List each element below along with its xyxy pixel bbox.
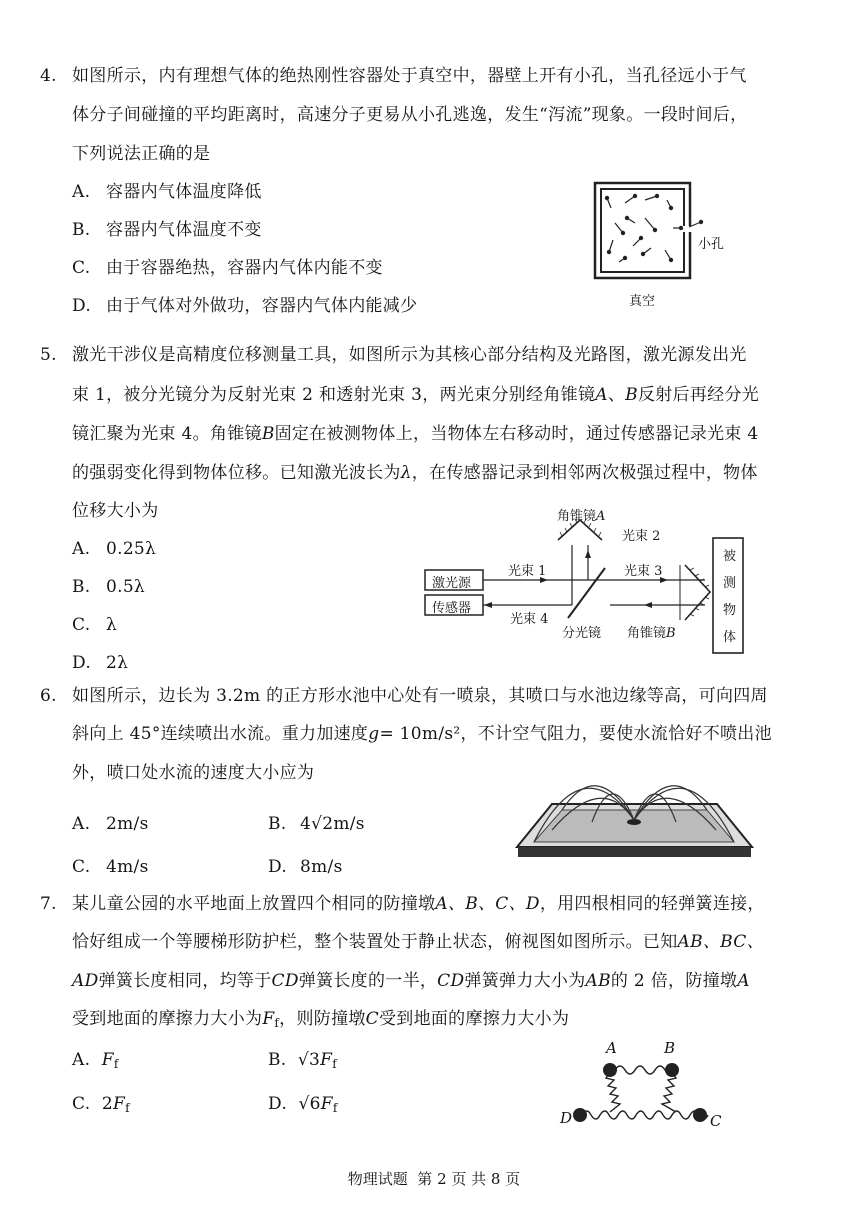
pool-front-edge xyxy=(518,847,751,857)
q5-splitter-label: 分光镜 xyxy=(562,626,602,641)
q4-stem-line1: 如图所示，内有理想气体的绝热刚性容器处于真空中，器壁上开有小孔，当孔径远小于气 xyxy=(72,66,747,86)
bumper-d xyxy=(573,1108,587,1122)
q7-number: 7. xyxy=(40,894,57,914)
spring-dc xyxy=(582,1111,708,1119)
q5-laser-label: 激光源 xyxy=(432,576,472,591)
beam2-arrow xyxy=(585,550,591,558)
q4-option-a-key: A. xyxy=(72,182,91,202)
beam4-arrow xyxy=(484,602,492,608)
q6-option-d-key: D. xyxy=(268,857,288,877)
q6-option-a-text: 2m/s xyxy=(106,814,149,834)
q6-number: 6. xyxy=(40,686,57,706)
q5-line4-part2: ，在传感器记录到相邻两次极强过程中，物体 xyxy=(411,463,758,483)
q4-stem-line3: 下列说法正确的是 xyxy=(72,144,211,164)
q5-option-c-text: λ xyxy=(106,615,118,635)
q5-option-a-text: 0.25λ xyxy=(106,539,157,559)
q5-line2-sep: 、 xyxy=(607,385,626,405)
bumper-c xyxy=(693,1108,707,1122)
pool-water xyxy=(534,810,734,842)
q6-g: g xyxy=(368,724,380,744)
q5-option-d-key: D. xyxy=(72,653,92,673)
q7-option-d: D. $√6F_f$ xyxy=(268,1094,338,1115)
q6-option-d-text: 8m/s xyxy=(300,857,343,877)
q4-vacuum-label: 真空 xyxy=(629,294,656,309)
q7-abcd: A、B、C、D xyxy=(435,894,540,914)
q5-stem-line4 xyxy=(72,462,758,484)
q5-line2-part2: 反射后再经分光 xyxy=(637,385,760,405)
q6-line2-part1: 斜向上 45°连续喷出水流。重力加速度 xyxy=(72,724,369,744)
q6-stem-line2 xyxy=(72,723,772,745)
q4-option-d-key: D. xyxy=(72,296,92,316)
q5-line3-part1: 镜汇聚为光束 4。角锥镜 xyxy=(72,424,262,444)
q5-sensor-label: 传感器 xyxy=(432,601,472,616)
q5-lambda: λ xyxy=(400,463,412,483)
q5-letter-b: B xyxy=(625,385,638,405)
q5-mirror-a-label: 角锥镜A xyxy=(557,509,606,524)
q6-line2-part2: = 10m/s²，不计空气阻力，要使水流恰好不喷出池 xyxy=(379,724,772,744)
q5-beam1-label: 光束 1 xyxy=(508,564,547,579)
q5-line3-part2: 固定在被测物体上，当物体左右移动时，通过传感器记录光束 4 xyxy=(274,424,759,444)
q4-stem-line2: 体分子间碰撞的平均距离时，高速分子更易从小孔逃逸，发生“泻流”现象。一段时间后， xyxy=(72,105,748,125)
q7-option-a: A. $F_f$ xyxy=(72,1050,119,1071)
q5-mirror-b-label: 角锥镜B xyxy=(627,626,676,641)
q4-option-b-text: 容器内气体温度不变 xyxy=(106,220,262,240)
q5-letter-b-2: B xyxy=(261,424,275,444)
corner-mirror-b xyxy=(685,565,710,620)
page-footer: 物理试题 第 2 页 共 8 页 xyxy=(347,1170,521,1188)
q5-option-c-key: C. xyxy=(72,615,91,635)
q6-stem-line3: 外，喷口处水流的速度大小应为 xyxy=(72,763,315,783)
beam3-return-arrow xyxy=(644,602,652,608)
splitter-mirror xyxy=(568,568,605,618)
q5-option-d-text: 2λ xyxy=(106,653,129,673)
q7-label-a: A xyxy=(606,1039,618,1057)
q5-option-b-key: B. xyxy=(72,577,91,597)
q6-option-b-text: 4√2m/s xyxy=(300,814,365,834)
q7-stem-line1: 某儿童公园的水平地面上放置四个相同的防撞墩A、B、C、D，用四根相同的轻弹簧连接， xyxy=(72,894,765,914)
q7-stem-line2: 恰好组成一个等腰梯形防护栏，整个装置处于静止状态，俯视图如图所示。已知AB、BC、 xyxy=(72,932,764,952)
corner-mirror-b-hatch xyxy=(690,568,709,616)
spring-ad xyxy=(606,1072,620,1112)
q4-option-b-key: B. xyxy=(72,220,91,240)
q6-stem-line1: 如图所示，边长为 3.2m 的正方形水池中心处有一喷泉，其喷口与水池边缘等高，可向四周 xyxy=(72,686,768,706)
q5-stem-line2 xyxy=(72,384,759,406)
q7-option-c: C. $2F_f$ xyxy=(72,1094,130,1115)
q5-letter-a: A xyxy=(595,385,608,405)
q7-stem-line4: 受到地面的摩擦力大小为$F_f$，则防撞墩C受到地面的摩擦力大小为 xyxy=(72,1009,570,1030)
q6-option-b-key: B. xyxy=(268,814,287,834)
q5-line2-part1: 束 1，被分光镜分为反射光束 2 和透射光束 3，两光束分别经角锥镜 xyxy=(72,385,596,405)
q7-label-d: D xyxy=(560,1109,573,1127)
q7-stem-line3: AD弹簧长度相同，均等于CD弹簧长度的一半，CD弹簧弹力大小为AB的 2 倍，防撞墩A xyxy=(72,971,750,991)
q4-option-c-key: C. xyxy=(72,258,91,278)
q4-option-d-text: 由于气体对外做功，容器内气体内能减少 xyxy=(106,296,418,316)
q6-option-a-key: A. xyxy=(72,814,91,834)
q6-option-c-text: 4m/s xyxy=(106,857,149,877)
q5-object-label: 被 测 物 体 xyxy=(723,549,737,645)
q5-beam4-label: 光束 4 xyxy=(510,612,549,627)
q6-fountain-figure xyxy=(512,762,757,862)
q7-option-b: B. $√3F_f$ xyxy=(268,1050,338,1071)
q5-beam3-label: 光束 3 xyxy=(624,564,663,579)
q5-number: 5. xyxy=(40,345,57,365)
q7-label-b: B xyxy=(664,1039,676,1057)
q4-number: 4. xyxy=(40,66,57,86)
container-outer-wall xyxy=(595,183,690,278)
bumper-a xyxy=(603,1063,617,1077)
q4-option-c-text: 由于容器绝热，容器内气体内能不变 xyxy=(106,258,383,278)
q5-option-b-text: 0.5λ xyxy=(106,577,146,597)
q5-stem-line5: 位移大小为 xyxy=(72,501,159,521)
q5-stem-line3 xyxy=(72,423,759,445)
q7-label-c: C xyxy=(710,1112,722,1130)
q5-line4-part1: 的强弱变化得到物体位移。已知激光波长为 xyxy=(72,463,401,483)
spring-bc xyxy=(662,1072,676,1112)
q6-option-c-key: C. xyxy=(72,857,91,877)
q5-stem-line1: 激光干涉仪是高精度位移测量工具，如图所示为其核心部分结构及光路图，激光源发出光 xyxy=(72,345,747,365)
q4-option-a-text: 容器内气体温度降低 xyxy=(106,182,262,202)
bumper-b xyxy=(665,1063,679,1077)
q4-hole-label: 小孔 xyxy=(698,237,725,252)
q5-option-a-key: A. xyxy=(72,539,91,559)
q7-ab-bc: AB、BC、 xyxy=(677,932,764,952)
q5-beam2-label: 光束 2 xyxy=(622,529,661,544)
